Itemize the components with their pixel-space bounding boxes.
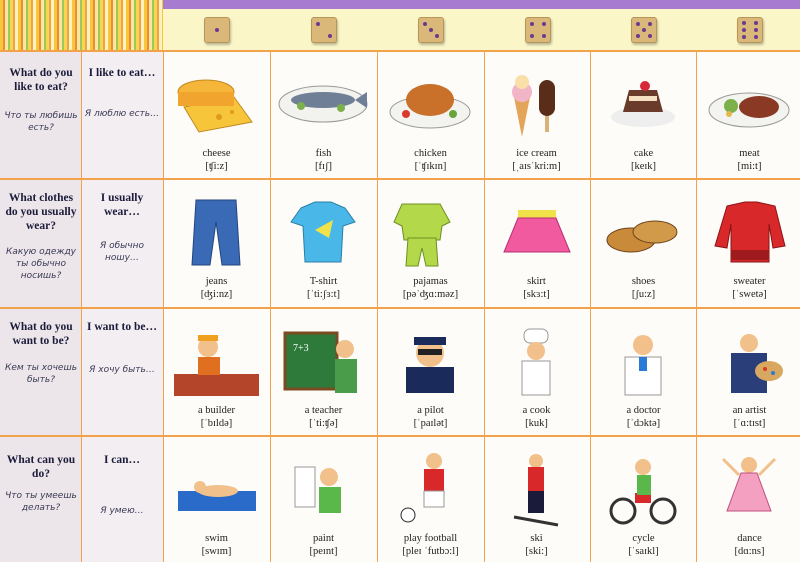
vocab-card (378, 52, 483, 178)
die-pip (435, 34, 439, 38)
answer-en: I want to be… (87, 321, 157, 333)
question-ru: Что ты любишь есть? (4, 111, 78, 133)
die-pip (742, 35, 746, 39)
vocab-transcription: [kuk] (525, 418, 548, 429)
vocab-word: swim (205, 533, 228, 544)
jeans-icon (164, 190, 269, 270)
vocab-transcription: [ʃu:z] (631, 289, 656, 300)
die-pip (530, 22, 534, 26)
vocab-word: a teacher (304, 405, 343, 416)
ice-cream-icon (484, 62, 589, 142)
question-en: What can you do? (6, 454, 76, 480)
vocab-word: pajamas (413, 276, 448, 287)
vocab-transcription: [ˈɑ:tɪst] (733, 418, 766, 429)
die-5-icon (631, 17, 657, 43)
t-shirt-icon (271, 190, 376, 270)
answer-ru: Я обычно ношу… (100, 241, 144, 263)
vocab-card (697, 437, 800, 562)
vocab-word: an artist (732, 405, 767, 416)
answer-ru: Я люблю есть… (84, 109, 160, 119)
vocab-word: play football (403, 533, 458, 544)
artist-icon (697, 319, 800, 399)
shoes-icon (591, 190, 696, 270)
column-divider (81, 50, 82, 562)
vocab-transcription: [pəˈʤɑ:məz] (402, 289, 459, 300)
answer-en: I can… (103, 454, 141, 466)
vocab-transcription: [keɪk] (630, 161, 657, 172)
top-purple-bar (163, 0, 800, 9)
question-ru: Кем ты хочешь быть? (4, 363, 77, 385)
vocab-word: skirt (527, 276, 546, 287)
die-3-icon (418, 17, 444, 43)
vocab-transcription: [ˈdɔktə] (626, 418, 661, 429)
football-icon (378, 447, 483, 527)
pilot-icon (378, 319, 483, 399)
die-pip (754, 35, 758, 39)
vocab-transcription: [mi:t] (737, 161, 762, 172)
die-pip (648, 34, 652, 38)
vocab-card (164, 180, 269, 306)
vocab-transcription: [ʧi:z] (205, 161, 228, 172)
die-pip (542, 22, 546, 26)
vocab-card (697, 309, 800, 435)
question-en: What clothes do you usually wear? (5, 192, 77, 232)
die-6-icon (737, 17, 763, 43)
paint-icon (271, 447, 376, 527)
vocab-card (484, 309, 589, 435)
vocab-word: chicken (414, 148, 447, 159)
vocab-card (697, 52, 800, 178)
vocab-word: T-shirt (309, 276, 338, 287)
die-pip (316, 22, 320, 26)
die-pip (642, 28, 646, 32)
vocab-word: sweater (733, 276, 766, 287)
vocab-card (484, 52, 589, 178)
fish-icon (271, 62, 376, 142)
die-pip (530, 34, 534, 38)
die-pip (429, 28, 433, 32)
die-pip (636, 34, 640, 38)
vocab-card (164, 52, 269, 178)
vocab-word: fish (315, 148, 332, 159)
vocab-word: cake (633, 148, 654, 159)
vocab-transcription: [ˈʧɪkɪn] (414, 161, 447, 172)
die-4-icon (525, 17, 551, 43)
vocab-word: a pilot (417, 405, 444, 416)
answers-column (81, 50, 163, 562)
vocab-card (591, 437, 696, 562)
vocab-transcription: [ˈbɪldə] (200, 418, 233, 429)
vocab-card (378, 309, 483, 435)
svg-text:7+3: 7+3 (293, 343, 309, 354)
vocab-transcription: [skɜ:t] (523, 289, 550, 300)
question-en: What do you like to eat? (9, 67, 73, 93)
answer-en: I like to eat… (88, 67, 156, 79)
chicken-icon (378, 62, 483, 142)
vocab-card (697, 180, 800, 306)
die-pip (328, 34, 332, 38)
swim-icon (164, 447, 269, 527)
die-1-icon (204, 17, 230, 43)
cake-icon (591, 62, 696, 142)
vocab-word: a builder (197, 405, 236, 416)
die-pip (742, 28, 746, 32)
cycle-icon (591, 447, 696, 527)
vocab-card (378, 437, 483, 562)
question-en: What do you want to be? (9, 321, 73, 347)
doctor-icon (591, 319, 696, 399)
vocab-transcription: [ʤi:nz] (200, 289, 233, 300)
vocab-transcription: [peɪnt] (309, 546, 338, 557)
vocab-word: a doctor (626, 405, 661, 416)
vocab-card (271, 309, 376, 435)
die-pip (742, 21, 746, 25)
vocab-transcription: [ˌaɪsˈkri:m] (512, 161, 561, 172)
vocab-transcription: [pleɪ ˈfutbɔ:l] (402, 546, 459, 557)
vocab-transcription: [dɑ:ns] (734, 546, 765, 557)
vocab-card (484, 437, 589, 562)
vocab-word: ice cream (516, 148, 557, 159)
vocab-transcription: [ˈsaɪkl] (628, 546, 659, 557)
cheese-icon (164, 62, 269, 142)
vocab-transcription: [ˈswetə] (732, 289, 767, 300)
vocab-word: cycle (632, 533, 655, 544)
vocab-transcription: [ˈti:ʃɜ:t] (307, 289, 340, 300)
dance-icon (697, 447, 800, 527)
die-pip (754, 28, 758, 32)
vocab-card (591, 180, 696, 306)
vocab-word: a cook (522, 405, 551, 416)
vocab-transcription: [fɪʃ] (315, 161, 332, 172)
skirt-icon (484, 190, 589, 270)
question-ru: Какую одежду ты обычно носишь? (5, 247, 77, 281)
answer-ru: Я умею… (100, 506, 144, 516)
vocab-transcription: [ˈti:ʧə] (309, 418, 338, 429)
answer-en: I usually wear… (100, 192, 144, 218)
vocab-word: ski (530, 533, 543, 544)
die-pip (648, 22, 652, 26)
vocab-card (591, 309, 696, 435)
die-pip (754, 21, 758, 25)
vocab-word: paint (313, 533, 334, 544)
vocab-transcription: [ski:] (525, 546, 548, 557)
vocab-transcription: [swɪm] (201, 546, 232, 557)
cook-icon (484, 319, 589, 399)
die-pip (636, 22, 640, 26)
vocab-card (164, 437, 269, 562)
pajamas-icon (378, 190, 483, 270)
builder-icon (164, 319, 269, 399)
teacher-icon (271, 319, 376, 399)
vocab-word: cheese (202, 148, 231, 159)
vocab-card (271, 180, 376, 306)
die-pip (215, 28, 219, 32)
vocab-card (164, 309, 269, 435)
decorative-stripes (0, 0, 163, 50)
answer-ru: Я хочу быть… (89, 365, 155, 375)
die-pip (542, 34, 546, 38)
vocab-word: meat (739, 148, 760, 159)
vocab-transcription: [ˈpaɪlət] (413, 418, 448, 429)
die-2-icon (311, 17, 337, 43)
ski-icon (484, 447, 589, 527)
dice-header-band (163, 9, 800, 50)
vocab-word: dance (737, 533, 762, 544)
question-ru: Что ты умеешь делать? (5, 491, 77, 513)
die-pip (423, 22, 427, 26)
vocab-word: jeans (205, 276, 228, 287)
vocab-word: shoes (631, 276, 656, 287)
vocab-card (591, 52, 696, 178)
vocab-card (484, 180, 589, 306)
vocab-card (378, 180, 483, 306)
vocab-card (271, 52, 376, 178)
meat-icon (697, 62, 800, 142)
vocab-card (271, 437, 376, 562)
sweater-icon (697, 190, 800, 270)
